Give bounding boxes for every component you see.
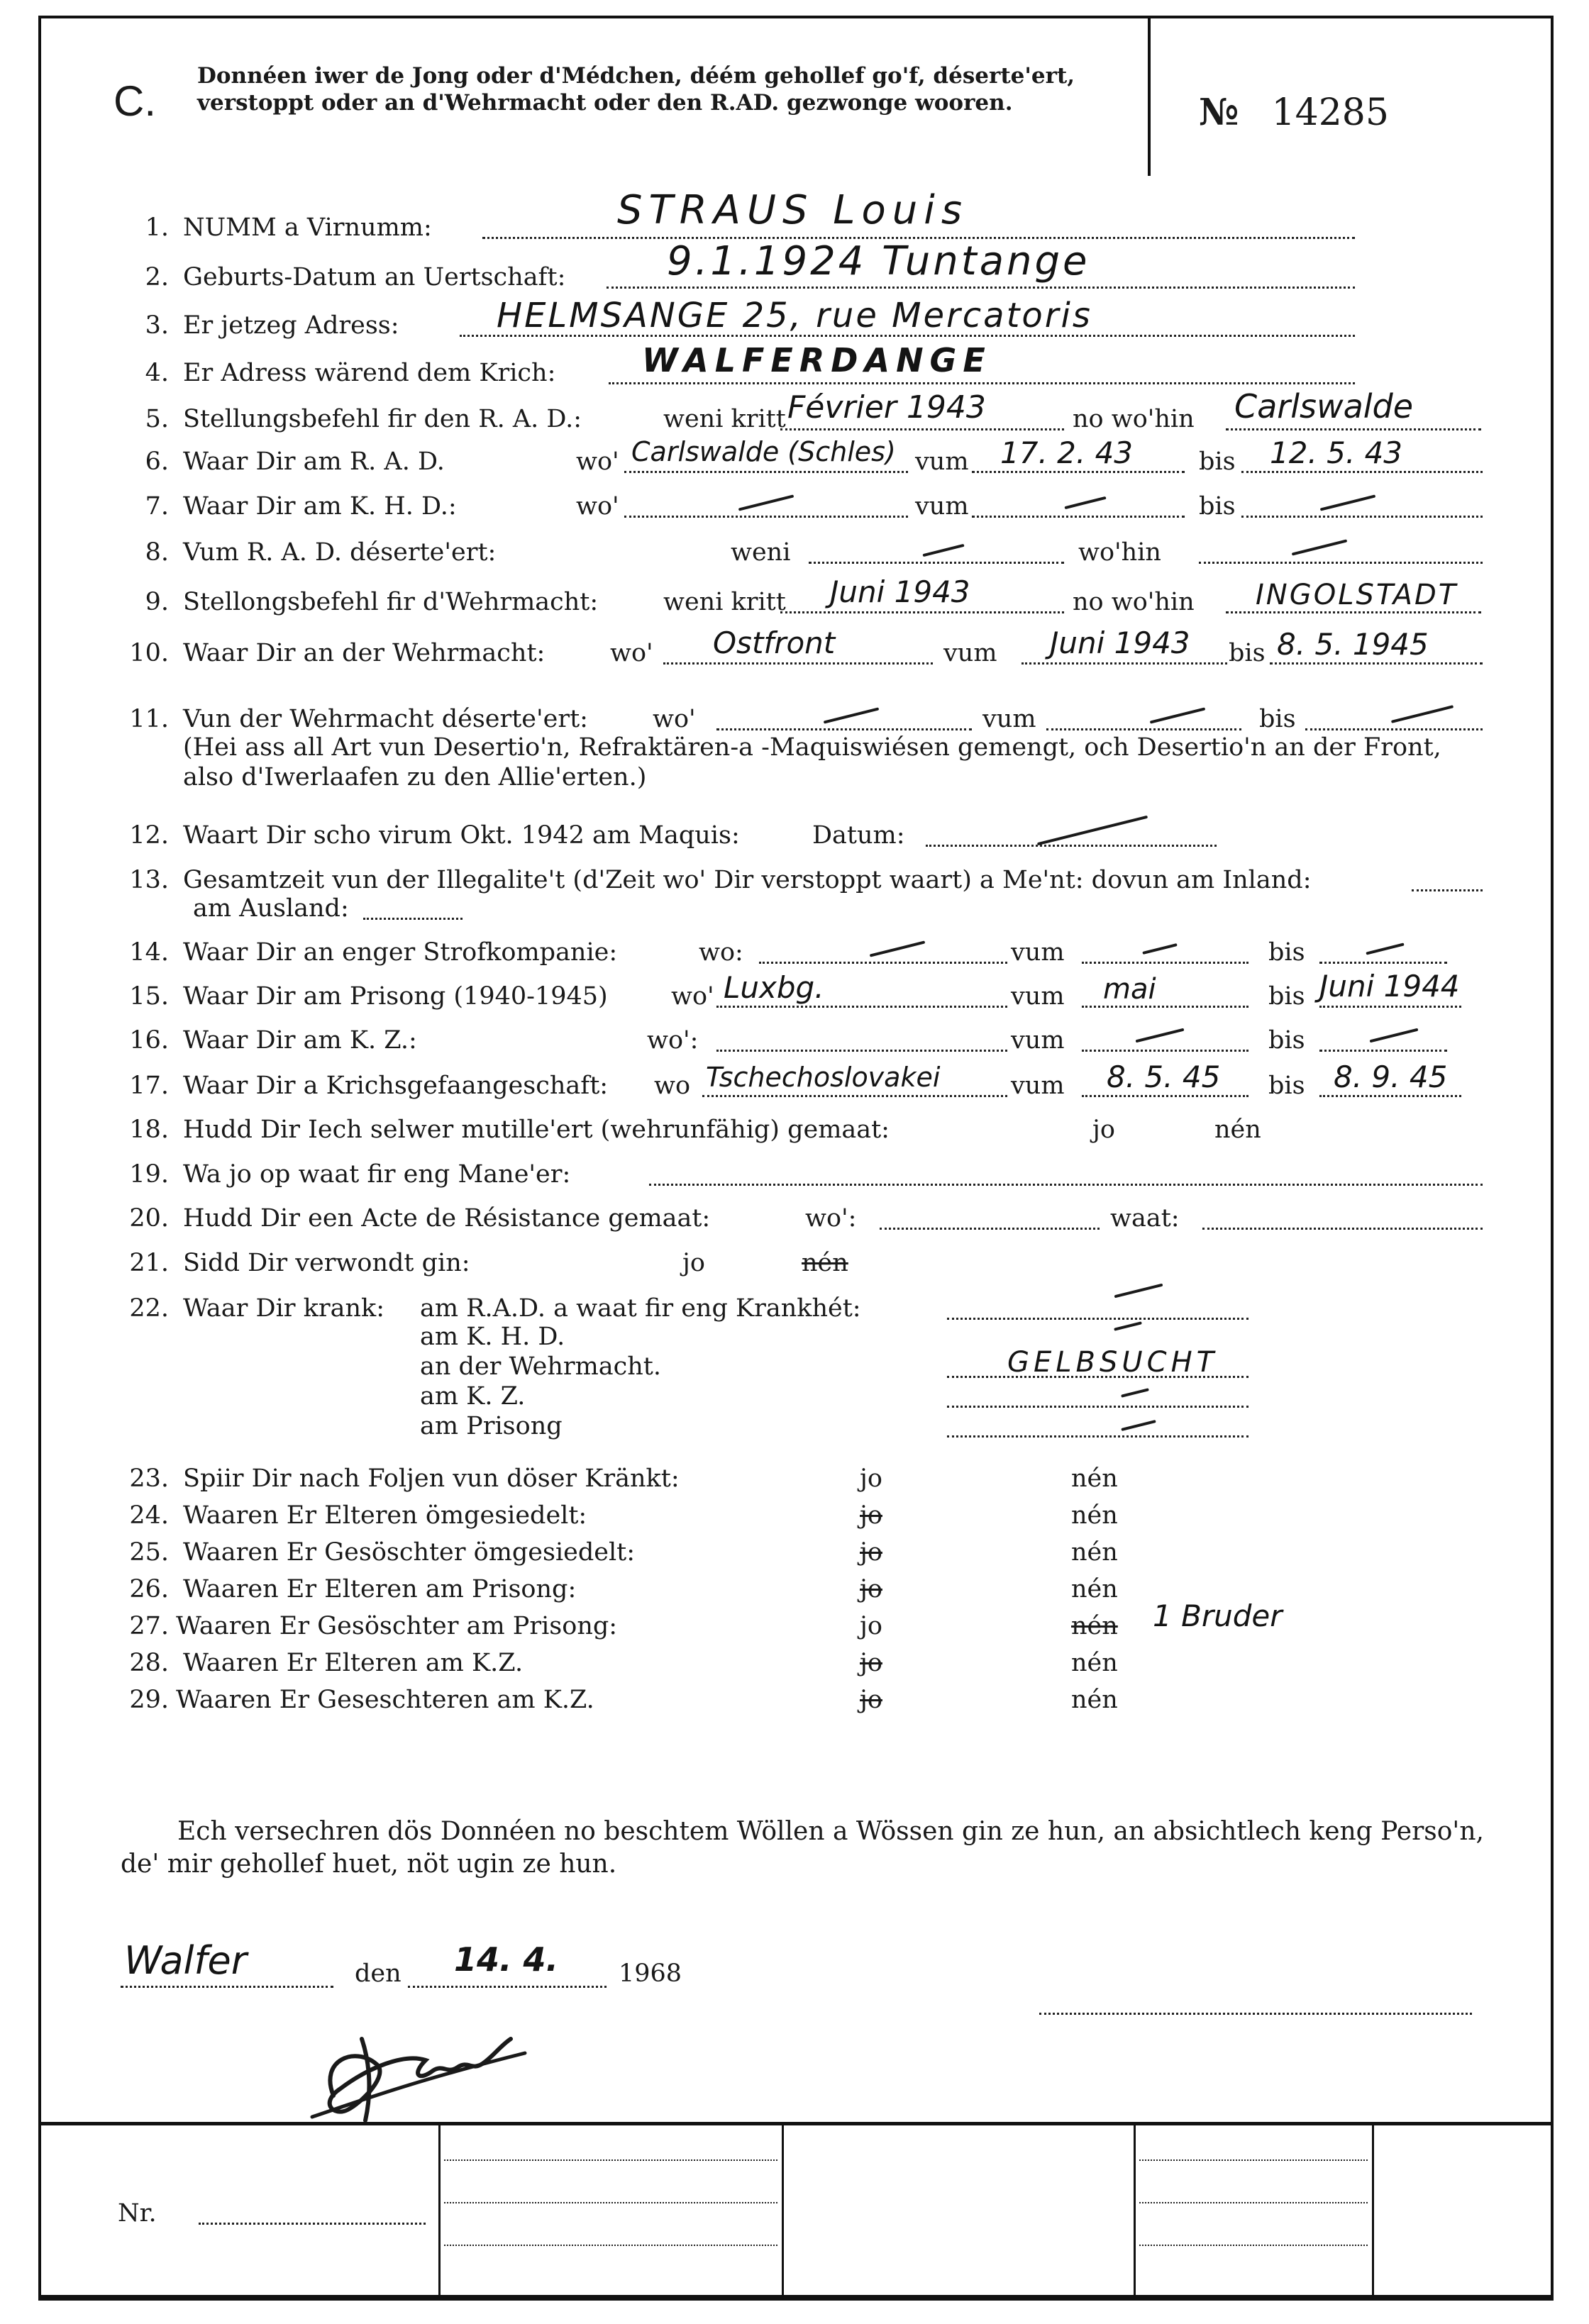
jo-option[interactable]: jo [1092,1116,1115,1144]
fill-line [759,962,1007,964]
fill-line [363,918,463,920]
footer-bottom-rule [38,2295,1554,2298]
footer-dotted-line [1139,2159,1368,2161]
bis-label: bis [1229,639,1266,667]
item-number: 29. [129,1686,169,1714]
fill-line [609,382,1355,384]
vum-label: vum [915,492,969,521]
footer-col-divider [438,2123,441,2296]
item-number: 19. [129,1160,169,1189]
vum-label: vum [1011,1072,1065,1100]
form-number [1199,91,1389,134]
fill-line [1082,1050,1248,1052]
item-label: Sidd Dir verwondt gin: [183,1249,470,1277]
item-number: 17. [129,1072,169,1100]
vum-label: vum [982,705,1036,733]
bis-label: bis [1268,1072,1305,1100]
item-label: Hudd Dir een Acte de Résistance gemaat: [183,1204,711,1233]
section-heading: Donnéen iwer de Jong oder d'Médchen, déém gehollef go'f, déserte'ert, verstoppt oder an d'Wehrmacht oder den R.AD. gezwonge wooren. [197,63,1075,116]
item-label: am K. Z. [420,1382,526,1411]
prison-from[interactable]: mai [1103,973,1156,1006]
header-divider [1148,16,1151,176]
footer-top-rule [38,2122,1554,2125]
number-sign: № [1199,91,1239,134]
item-label: Er jetzeg Adress: [183,311,399,340]
number-value: 14285 [1271,91,1389,134]
footer-dotted-line [1139,2202,1368,2203]
footer-col-divider [1372,2123,1374,2296]
item-label: am Ausland: [193,894,349,923]
fill-line [1226,611,1481,613]
item-label: NUMM a Virnumm: [183,213,432,242]
wehrmacht-place[interactable]: Ostfront [713,626,836,660]
item-number: 9. [145,588,169,616]
item-number: 16. [129,1026,169,1055]
footer-dotted-line [444,2159,777,2161]
jo-option[interactable]: jo [860,1686,882,1714]
footer-col-divider [782,2123,784,2296]
item-label: Waar Dir krank: [183,1294,384,1323]
wo-label: wo' [576,492,619,521]
war-address-value[interactable]: WALFERDANGE [642,341,992,379]
item-number: 13. [129,866,169,894]
item-label: Waar Dir am R. A. D. [183,447,445,476]
fill-line [972,471,1185,473]
fill-line [1319,1050,1447,1052]
address-value[interactable]: HELMSANGE 25, rue Mercatoris [497,296,1092,335]
wo-label: wo': [647,1026,699,1055]
jo-option[interactable]: jo [860,1649,882,1677]
nen-option[interactable]: nén [1071,1538,1118,1567]
item-label: Waaren Er Gesöschter ömgesiedelt: [183,1538,636,1567]
item-number: 8. [145,538,169,567]
fill-line [1022,662,1227,665]
item-number: 15. [129,982,169,1011]
item-number: 28. [129,1649,169,1677]
fill-line [121,1986,333,1988]
item-number: 24. [129,1501,169,1530]
item-label: Hudd Dir Iech selwer mutille'ert (wehrunfähig) gemaat: [183,1116,890,1144]
fill-line [702,1095,1007,1097]
item-number: 12. [129,821,169,850]
rad-place[interactable]: Carlswalde (Schles) [631,436,896,467]
item-number: 6. [145,447,169,476]
item-label: am Prisong [420,1412,563,1440]
item-number: 10. [129,639,169,667]
fill-line [624,471,908,473]
vum-label: vum [1011,982,1065,1011]
nen-option[interactable]: nén [1214,1116,1261,1144]
item-label: Waar Dir an enger Strofkompanie: [183,938,618,967]
item-number: 3. [145,311,169,340]
item-label: Waar Dir am K. Z.: [183,1026,417,1055]
date-value[interactable]: 14. 4. [454,1940,558,1979]
weni-label: weni kritt [663,405,786,433]
prison-place[interactable]: Luxbg. [724,970,824,1005]
item-number: 20. [129,1204,169,1233]
wo-label: wo': [805,1204,857,1233]
fill-line [607,287,1355,289]
fill-line [1202,1228,1483,1230]
item-label: Stellungsbefehl fir den R. A. D.: [183,405,582,433]
birth-value[interactable]: 9.1.1924 Tuntange [667,238,1090,284]
wo-label: wo [654,1072,691,1100]
wohin-label: no wo'hin [1073,405,1195,433]
fill-line [972,516,1185,518]
item-label: am K. H. D. [420,1323,565,1351]
fill-line [809,562,1064,564]
item-number: 22. [129,1294,169,1323]
item-label: Waar Dir am Prisong (1940-1945) [183,982,608,1011]
bis-label: bis [1268,938,1305,967]
item-number: 2. [145,263,169,291]
rad-destination[interactable]: Carlswalde [1234,387,1414,426]
fill-line [1082,1095,1248,1097]
jo-option[interactable]: jo [860,1612,882,1640]
section-letter: C. [114,77,156,125]
item-label: Waaren Er Elteren am K.Z. [183,1649,524,1677]
fill-line [1241,471,1483,473]
item-label: Waaren Er Geseschteren am K.Z. [176,1686,594,1714]
item-number: 23. [129,1464,169,1493]
item-label: Geburts-Datum an Uertschaft: [183,263,566,291]
name-value[interactable]: STRAUS Louis [617,187,968,233]
wehrmacht-order-date[interactable]: Juni 1943 [830,574,970,609]
bis-label: bis [1268,1026,1305,1055]
item-11-note: (Hei ass all Art vun Desertio'n, Refraktären-a -Maquiswiésen gemengt, och Desertio'n an der Front, also d'Iwerlaafen zu den Allie'erten.) [183,733,1441,791]
signature-scribble [291,1996,546,2138]
nen-option[interactable]: nén [1071,1686,1118,1714]
fill-line [780,428,1064,430]
siblings-prison-note[interactable]: 1 Bruder [1153,1599,1283,1633]
bis-label: bis [1268,982,1305,1011]
bis-label: bis [1199,492,1236,521]
wo-label: wo: [699,938,743,967]
fill-line [880,1228,1100,1230]
item-label: Waaren Er Elteren ömgesiedelt: [183,1501,587,1530]
nen-option[interactable]: nén [1071,1501,1118,1530]
fill-line [947,1318,1248,1320]
jo-option[interactable]: jo [860,1575,882,1603]
item-number: 4. [145,359,169,387]
captivity-from[interactable]: 8. 5. 45 [1107,1060,1221,1094]
item-label: Waar Dir a Krichsgefaangeschaft: [183,1072,609,1100]
fill-line [1082,1006,1248,1008]
illness-value[interactable]: GELBSUCHT [1007,1346,1219,1379]
item-number: 5. [145,405,169,433]
wohin-label: wo'hin [1078,538,1161,567]
item-label: Stellongsbefehl fir d'Wehrmacht: [183,588,599,616]
nen-option[interactable]: nén [1071,1464,1118,1493]
fill-line [1199,562,1483,564]
item-number: 18. [129,1116,169,1144]
wehrmacht-destination[interactable]: INGOLSTADT [1256,579,1458,611]
fill-line [1241,516,1483,518]
fill-line [1319,1006,1461,1008]
bis-label: bis [1259,705,1296,733]
fill-line [1046,728,1241,730]
fill-line [649,1184,1483,1186]
item-number: 27. [129,1612,169,1640]
item-label: Waart Dir scho virum Okt. 1942 am Maquis: [183,821,740,850]
footer-dotted-line [1139,2245,1368,2246]
rad-order-date[interactable]: Février 1943 [787,389,986,426]
rad-from[interactable]: 17. 2. 43 [1000,435,1134,470]
item-number: 21. [129,1249,169,1277]
bis-label: bis [1199,447,1236,476]
wo-label: wo' [610,639,653,667]
item-number: 1. [145,213,169,242]
item-label: Vum R. A. D. déserte'ert: [183,538,497,567]
declaration-text: Ech versechren dös Donnéen no beschtem Wöllen a Wössen gin ze hun, an absichtlech keng Perso'n, de' mir gehollef huet, nöt ugin ze hun. [121,1817,1484,1879]
fill-line [1226,428,1481,430]
fill-line [716,1050,1007,1052]
fill-line [947,1406,1248,1408]
item-label: Waar Dir am K. H. D.: [183,492,457,521]
waat-label: waat: [1110,1204,1180,1233]
jo-option[interactable]: jo [860,1501,882,1530]
wehrmacht-to[interactable]: 8. 5. 1945 [1277,627,1429,662]
vum-label: vum [1011,1026,1065,1055]
item-label: Waaren Er Elteren am Prisong: [183,1575,577,1603]
fill-line [408,1986,607,1988]
nen-option[interactable]: nén [1071,1612,1118,1640]
jo-option[interactable]: jo [860,1464,882,1493]
item-label: an der Wehrmacht. [420,1352,662,1381]
captivity-place[interactable]: Tschechoslovakei [706,1062,941,1093]
datum-label: Datum: [812,821,905,850]
nen-option[interactable]: nén [1071,1575,1118,1603]
item-label: Waar Dir an der Wehrmacht: [183,639,546,667]
item-number: 14. [129,938,169,967]
item-label: Er Adress wärend dem Krich: [183,359,556,387]
fill-line [1305,728,1483,730]
wo-label: wo' [653,705,696,733]
fill-line [926,845,1217,847]
fill-line [1270,662,1483,665]
prison-to[interactable]: Juni 1944 [1319,969,1460,1003]
item-label: Vun der Wehrmacht déserte'ert: [183,705,588,733]
footer-dotted-line [444,2202,777,2203]
item-label: Spiir Dir nach Foljen vun döser Kränkt: [183,1464,680,1493]
vum-label: vum [1011,938,1065,967]
vum-label: vum [915,447,969,476]
weni-label: weni kritt [663,588,786,616]
jo-option[interactable]: jo [682,1249,705,1277]
fill-line [1082,962,1248,964]
nr-field[interactable] [199,2223,426,2225]
item-number: 25. [129,1538,169,1567]
wehrmacht-from[interactable]: Juni 1943 [1050,626,1190,660]
footer-col-divider [1134,2123,1136,2296]
jo-option[interactable]: jo [860,1538,882,1567]
vum-label: vum [943,639,997,667]
item-label: am R.A.D. a waat fir eng Krankhét: [420,1294,861,1323]
wo-label: wo' [671,982,714,1011]
fill-line [780,611,1064,613]
wo-label: wo' [576,447,619,476]
nen-option[interactable]: nén [802,1249,848,1277]
captivity-to[interactable]: 8. 9. 45 [1334,1060,1448,1094]
nen-option[interactable]: nén [1071,1649,1118,1677]
fill-line [1319,962,1447,964]
fill-line [1412,889,1483,891]
item-number: 7. [145,492,169,521]
item-number: 11. [129,705,169,733]
fill-line [716,1006,1007,1008]
item-label: Wa jo op waat fir eng Mane'er: [183,1160,571,1189]
den-label: den [355,1959,402,1988]
fill-line [624,516,908,518]
item-number: 26. [129,1575,169,1603]
fill-line [716,728,972,730]
wohin-label: no wo'hin [1073,588,1195,616]
footer-dotted-line [444,2245,777,2246]
place-value[interactable]: Walfer [124,1938,247,1983]
item-label: Gesamtzeit vun der Illegalite't (d'Zeit wo' Dir verstoppt waart) a Me'nt: dovun am Inland: [183,866,1312,894]
weni-label: weni [731,538,791,567]
rad-to[interactable]: 12. 5. 43 [1270,435,1403,470]
nr-label: Nr. [118,2199,157,2228]
fill-line [947,1435,1248,1438]
fill-line [663,662,933,665]
year-label: 1968 [619,1959,682,1988]
signature-dotted-line [1039,2013,1472,2015]
fill-line [1319,1095,1461,1097]
item-label: Waaren Er Gesöschter am Prisong: [176,1612,618,1640]
